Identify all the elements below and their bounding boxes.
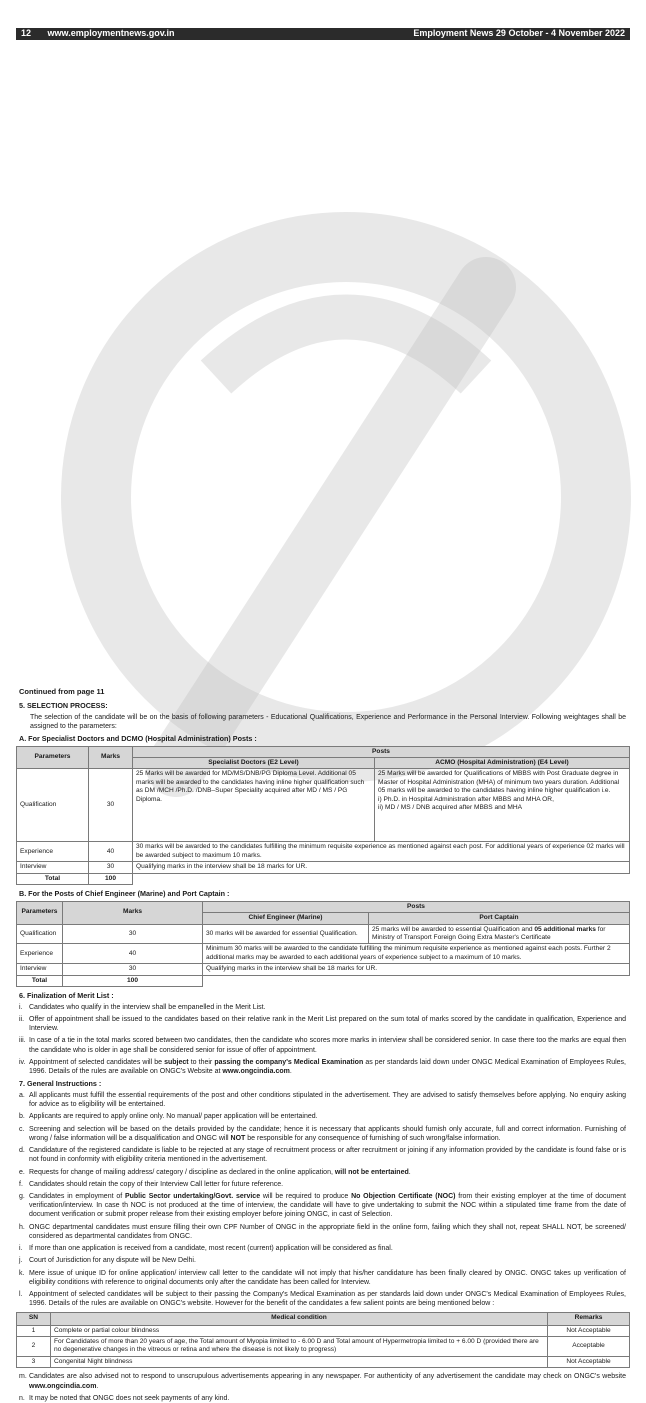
cell-marks: 30: [63, 924, 203, 944]
cell-param: Experience: [17, 842, 89, 862]
watermark-arc: [216, 317, 476, 377]
cell-marks: 40: [63, 944, 203, 964]
table-row: [17, 769, 630, 842]
list-item: d. Candidature of the registered candidate is liable to be rejected at any stage of recruitment process or after recruitment or joining if any information provided by the candidate is found false or is not found in conformity with eligibility criteria mentioned in the advertisement.: [19, 1147, 626, 1164]
table-row: [17, 964, 630, 975]
table-row: [17, 842, 630, 862]
col-marks: Marks: [89, 746, 133, 769]
col-condition: Medical condition: [51, 1312, 548, 1325]
col-sn: SN: [17, 1312, 51, 1325]
cell-post2-line: 25 Marks will be awarded for Qualifications of MBBS with Post Graduate degree in Master of Hospital Administration (MHA) of minimum two years duration. Additional 05 marks will be awarded to the candidates having inline higher qualification i.e.: [378, 770, 620, 795]
list-item: b. Applicants are required to apply online only. No manual/ paper application will be entertained.: [19, 1113, 318, 1121]
cell-merged: Minimum 30 marks will be awarded to the candidate fulfilling the minimum requisite experience as mentioned against each posts. Further 2 additional marks may be awarded to each additional years of experience subject to a maximum of 10 marks.: [203, 944, 630, 964]
list-item: a. All applicants must fulfill the essential requirements of the post and other conditions stipulated in the advertisement. They are advised to satisfy themselves before applying. No enquiry asking for advice as to eligibility will be entertained.: [19, 1091, 626, 1109]
page-number: 12: [21, 28, 32, 39]
watermark-ring: [96, 247, 596, 747]
total-label: Total: [17, 975, 63, 986]
table-row: 2 For Candidates of more than 20 years of age, the Total amount of Myopia limited to - 6.00 D and Total amount of Hypermetropia limited to + 6.00 D (provided there are no degenerative changes in the vitreous or retina and where the disease is not likely to progress) Acceptable: [17, 1336, 630, 1356]
cell-post1: 25 Marks will be awarded for MD/MS/DNB/PG Diploma Level. Additional 05 marks will be awarded to the candidates having inline higher qualification such as DM /MCH /Ph.D. /DNB–Super Speciality acquired after MD / MS / PG Diploma.: [133, 769, 375, 842]
col-remarks: Remarks: [548, 1312, 630, 1325]
col-posts: Posts: [133, 746, 630, 757]
list-item: c. Screening and selection will be based on the details provided by the candidate; hence it is necessary that applicants should furnish only accurate, full and correct information. Furnishing of wrong / false information will be a disqualification and ONGC will NOT be responsible for any consequence of furnishing of such wrong/false information.: [19, 1125, 626, 1142]
table-row: [17, 944, 630, 964]
cell-param: Interview: [17, 862, 89, 873]
cell-param: Qualification: [17, 924, 63, 944]
cell-param: Experience: [17, 944, 63, 964]
table-total-row: [17, 873, 630, 884]
cell-param: Qualification: [17, 769, 89, 842]
cell-merged: Qualifying marks in the interview shall be 18 marks for UR.: [203, 964, 630, 975]
cell-post2-line: ii) MD / MS / DNB acquired after MBBS and MHA: [378, 804, 523, 812]
table-header-row: [17, 1312, 630, 1325]
merit-list: [16, 1003, 630, 1077]
cell-marks: 40: [89, 842, 133, 862]
ongc-website-link[interactable]: www.ongcindia.com: [29, 1382, 97, 1390]
cell-post2-line: i) Ph.D. in Hospital Administration after MBBS and MHA OR,: [378, 795, 554, 803]
footer-list: [16, 1372, 630, 1403]
cell-marks: 30: [89, 862, 133, 873]
table-header-row: [17, 746, 630, 757]
continued-note: Continued from page 11: [19, 687, 105, 697]
list-item: iv. Appointment of selected candidates will be subject to their passing the company's Medical Examination as per standards laid down under ONGC Medical Examination of Employees Rules, 1996. Details of the rules are available on ONGC's Website at www.ongcindia.com.: [19, 1058, 627, 1076]
list-item: ii. Offer of appointment shall be issued to the candidates based on their relative rank in the Merit List prepared on the sum total of marks scored by the candidate in qualification, Experience and Interview.: [19, 1015, 626, 1033]
general-list: [16, 1091, 630, 1309]
merit-heading: 6. Finalization of Merit List :: [19, 991, 114, 1001]
col-post1: Specialist Doctors (E2 Level): [133, 758, 375, 769]
header-left: [21, 28, 189, 40]
selection-heading: 5. SELECTION PROCESS:: [19, 701, 108, 711]
list-item: k. Mere issue of unique ID for online application/ interview call letter to the candidate will not imply that his/her candidature has been finally cleared by ONGC. ONGC takes up verification of eligibility conditions with reference to original documents only after the candidate has been called for Interview.: [19, 1269, 626, 1286]
table-row: 3 Congenital Night blindness Not Acceptable: [17, 1356, 630, 1367]
list-item: g. Candidates in employment of Public Sector undertaking/Govt. service will be required to produce No Objection Certificate (NOC) from their existing employer at the time of document verification/interview. In case th NOC is not produced at the time of interview, the candidate will have to give undertaking to submit the NOC within a stipulated time frame from the date of document verification or submit proper release from their existing employer before joining ONGC, in cast of Selection.: [19, 1192, 626, 1219]
cell-post1: 30 marks will be awarded for essential Qualification.: [203, 924, 369, 944]
cell-merged: Qualifying marks in the interview shall be 18 marks for UR.: [133, 862, 630, 873]
general-heading: 7. General Instructions :: [19, 1079, 102, 1089]
total-label: Total: [17, 873, 89, 884]
cell-post2: [375, 769, 630, 842]
page-content: [16, 42, 630, 1402]
table-total-row: [17, 975, 630, 986]
list-item: f. Candidates should retain the copy of their Interview Call letter for future reference.: [19, 1180, 284, 1188]
list-item: j. Court of Jurisdiction for any dispute will be New Delhi.: [19, 1257, 196, 1265]
list-item: i. Candidates who qualify in the interview shall be empanelled in the Merit List.: [19, 1003, 266, 1011]
list-item: i. If more than one application is received from a candidate, most recent (current) application will be considered as final.: [19, 1245, 393, 1253]
col-parameters: Parameters: [17, 901, 63, 924]
cell-post2: [369, 924, 630, 944]
cell-post2-post: for Ministry of Transport Foreign Going Extra Master's Certificate: [372, 925, 606, 942]
section-b-heading: B. For the Posts of Chief Engineer (Marine) and Port Captain :: [19, 889, 230, 899]
selection-intro: The selection of the candidate will be on the basis of following parameters - Educational Qualifications, Experience and Performance in the Personal Interview. Following weightages shall be assigned to the parameters:: [30, 713, 626, 730]
table-row: [17, 862, 630, 873]
total-value: 100: [89, 873, 133, 884]
section-b-table: [16, 901, 630, 988]
cell-param: Interview: [17, 964, 63, 975]
list-item: n. It may be noted that ONGC does not seek payments of any kind.: [19, 1394, 230, 1402]
col-post2: Port Captain: [369, 913, 630, 924]
list-item: h. ONGC departmental candidates must ensure filling their own CPF Number of ONGC in the appropriate field in the online form, failing which they shall not, repeat SHALL NOT, be screened/ considered as departmental candidates from ONGC.: [19, 1223, 626, 1240]
list-item: m. Candidates are also advised not to respond to unscrupulous advertisements appearing in any newspaper. For authenticity of any advertisement the candidate may check on ONGC's website www.ongcindia.com.: [19, 1373, 626, 1390]
table-row: 1 Complete or partial colour blindness Not Acceptable: [17, 1325, 630, 1336]
col-post2: ACMO (Hospital Administration) (E4 Level): [375, 758, 630, 769]
col-post1: Chief Engineer (Marine): [203, 913, 369, 924]
total-value: 100: [63, 975, 203, 986]
cell-post2-pre: 25 marks will be awarded to essential Qualification and: [372, 925, 535, 933]
list-item: iii. In case of a tie in the total marks scored between two candidates, then the candidate who scores more marks in interview shall be considered senior. In case there too the marks are equal then the candidate who is older in age shall be considered senior for issue of offer of appointment.: [19, 1037, 626, 1054]
emblem-watermark: [56, 167, 636, 807]
section-a-table: [16, 746, 630, 886]
cell-marks: 30: [63, 964, 203, 975]
table-row: [17, 924, 630, 944]
col-marks: Marks: [63, 901, 203, 924]
ongc-website-link[interactable]: www.ongcindia.com: [222, 1068, 290, 1076]
medical-table: [16, 1312, 630, 1369]
page-header: [16, 28, 630, 40]
cell-merged: 30 marks will be awarded to the candidates fulfilling the minimum requisite experience as mentioned against each post. For additional years of experience 02 marks will be awarded subject to maximum 10 marks.: [133, 842, 630, 862]
cell-marks: 30: [89, 769, 133, 842]
col-posts: Posts: [203, 901, 630, 912]
list-item: l. Appointment of selected candidates will be subject to their passing the Company's Medical Examination as per standards laid down under ONGC's Medical Examination of Employees Rules, 1996. Details of the rules are available on ONGC's website. However for the benefit of the candidates a few salient points are being mentioned below :: [19, 1291, 626, 1308]
website-link[interactable]: www.employmentnews.gov.in: [47, 28, 175, 39]
list-item: e. Requests for change of mailing address/ category / discipline as declared in the online application, will not be entertained.: [19, 1168, 411, 1176]
cell-post2-bold: 05 additional marks: [534, 925, 596, 933]
col-parameters: Parameters: [17, 746, 89, 769]
section-a-heading: A. For Specialist Doctors and DCMO (Hospital Administration) Posts :: [19, 734, 257, 744]
edition-title: Employment News 29 October - 4 November 2022: [413, 28, 625, 39]
table-header-row: [17, 901, 630, 912]
